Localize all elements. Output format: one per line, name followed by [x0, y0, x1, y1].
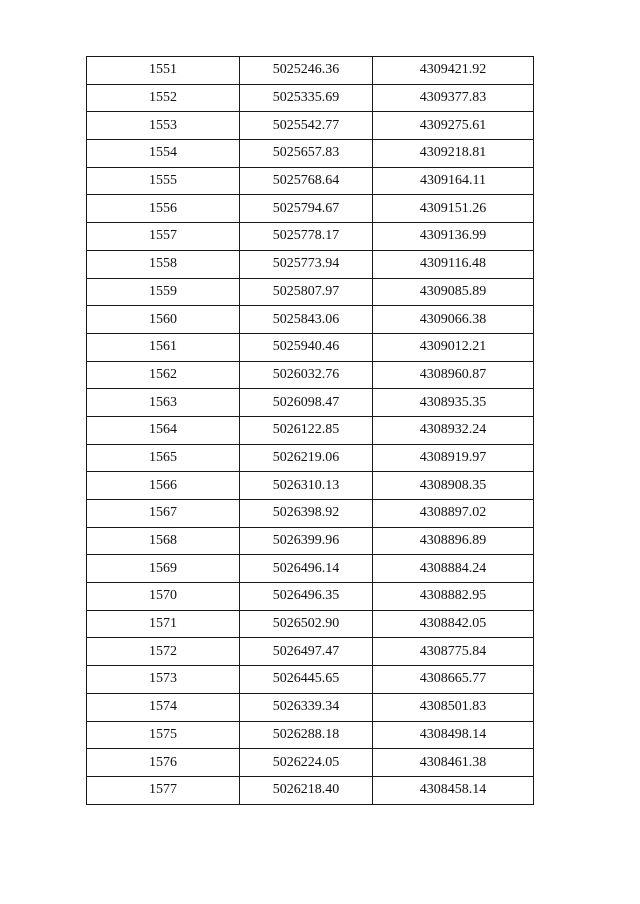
- table-row: [87, 555, 534, 583]
- y-coordinate-cell: 4308461.38: [373, 749, 534, 777]
- y-coordinate-cell: 4308665.77: [373, 666, 534, 694]
- table-row: [87, 776, 534, 804]
- point-number-cell: 1552: [87, 84, 240, 112]
- table-row: [87, 278, 534, 306]
- table-row: [87, 223, 534, 251]
- point-number-cell: 1561: [87, 333, 240, 361]
- table-row: [87, 693, 534, 721]
- x-coordinate-cell: 5026339.34: [240, 693, 373, 721]
- table-row: [87, 638, 534, 666]
- y-coordinate-cell: 4309085.89: [373, 278, 534, 306]
- y-coordinate-cell: 4308935.35: [373, 389, 534, 417]
- table-row: [87, 500, 534, 528]
- table-row: [87, 140, 534, 168]
- x-coordinate-cell: 5026122.85: [240, 416, 373, 444]
- table-row: [87, 444, 534, 472]
- x-coordinate-cell: 5026032.76: [240, 361, 373, 389]
- point-number-cell: 1571: [87, 610, 240, 638]
- point-number-cell: 1562: [87, 361, 240, 389]
- table-row: [87, 84, 534, 112]
- x-coordinate-cell: 5025778.17: [240, 223, 373, 251]
- table-row: [87, 57, 534, 85]
- y-coordinate-cell: 4309218.81: [373, 140, 534, 168]
- x-coordinate-cell: 5026288.18: [240, 721, 373, 749]
- y-coordinate-cell: 4309136.99: [373, 223, 534, 251]
- y-coordinate-cell: 4309066.38: [373, 306, 534, 334]
- table-row: [87, 749, 534, 777]
- x-coordinate-cell: 5026219.06: [240, 444, 373, 472]
- point-number-cell: 1573: [87, 666, 240, 694]
- y-coordinate-cell: 4308884.24: [373, 555, 534, 583]
- x-coordinate-cell: 5026098.47: [240, 389, 373, 417]
- x-coordinate-cell: 5025768.64: [240, 167, 373, 195]
- y-coordinate-cell: 4309012.21: [373, 333, 534, 361]
- point-number-cell: 1565: [87, 444, 240, 472]
- y-coordinate-cell: 4309377.83: [373, 84, 534, 112]
- point-number-cell: 1576: [87, 749, 240, 777]
- y-coordinate-cell: 4308897.02: [373, 500, 534, 528]
- x-coordinate-cell: 5025843.06: [240, 306, 373, 334]
- table-row: [87, 306, 534, 334]
- x-coordinate-cell: 5025335.69: [240, 84, 373, 112]
- table-row: [87, 361, 534, 389]
- x-coordinate-cell: 5025246.36: [240, 57, 373, 85]
- table-row: [87, 250, 534, 278]
- y-coordinate-cell: 4309151.26: [373, 195, 534, 223]
- x-coordinate-cell: 5026496.35: [240, 583, 373, 611]
- table-row: [87, 333, 534, 361]
- table-row: [87, 112, 534, 140]
- point-number-cell: 1558: [87, 250, 240, 278]
- y-coordinate-cell: 4308932.24: [373, 416, 534, 444]
- x-coordinate-cell: 5026502.90: [240, 610, 373, 638]
- table-row: [87, 195, 534, 223]
- point-number-cell: 1566: [87, 472, 240, 500]
- y-coordinate-cell: 4308498.14: [373, 721, 534, 749]
- table-row: [87, 583, 534, 611]
- table-row: [87, 666, 534, 694]
- x-coordinate-cell: 5026497.47: [240, 638, 373, 666]
- point-number-cell: 1574: [87, 693, 240, 721]
- y-coordinate-cell: 4308775.84: [373, 638, 534, 666]
- x-coordinate-cell: 5026224.05: [240, 749, 373, 777]
- point-number-cell: 1553: [87, 112, 240, 140]
- point-number-cell: 1555: [87, 167, 240, 195]
- x-coordinate-cell: 5026445.65: [240, 666, 373, 694]
- y-coordinate-cell: 4309164.11: [373, 167, 534, 195]
- table-row: [87, 721, 534, 749]
- point-number-cell: 1567: [87, 500, 240, 528]
- table-row: [87, 416, 534, 444]
- point-number-cell: 1569: [87, 555, 240, 583]
- x-coordinate-cell: 5026398.92: [240, 500, 373, 528]
- x-coordinate-cell: 5025773.94: [240, 250, 373, 278]
- y-coordinate-cell: 4308842.05: [373, 610, 534, 638]
- point-number-cell: 1572: [87, 638, 240, 666]
- x-coordinate-cell: 5026496.14: [240, 555, 373, 583]
- point-number-cell: 1557: [87, 223, 240, 251]
- table-row: [87, 389, 534, 417]
- x-coordinate-cell: 5025940.46: [240, 333, 373, 361]
- point-number-cell: 1568: [87, 527, 240, 555]
- point-number-cell: 1559: [87, 278, 240, 306]
- point-number-cell: 1563: [87, 389, 240, 417]
- x-coordinate-cell: 5026218.40: [240, 776, 373, 804]
- y-coordinate-cell: 4309421.92: [373, 57, 534, 85]
- point-number-cell: 1556: [87, 195, 240, 223]
- x-coordinate-cell: 5026310.13: [240, 472, 373, 500]
- x-coordinate-cell: 5025807.97: [240, 278, 373, 306]
- point-number-cell: 1554: [87, 140, 240, 168]
- point-number-cell: 1551: [87, 57, 240, 85]
- y-coordinate-cell: 4308896.89: [373, 527, 534, 555]
- table-row: [87, 610, 534, 638]
- y-coordinate-cell: 4308458.14: [373, 776, 534, 804]
- table-row: [87, 167, 534, 195]
- point-number-cell: 1575: [87, 721, 240, 749]
- y-coordinate-cell: 4308882.95: [373, 583, 534, 611]
- table-row: [87, 472, 534, 500]
- coordinates-table-body: [87, 57, 534, 805]
- y-coordinate-cell: 4309116.48: [373, 250, 534, 278]
- y-coordinate-cell: 4309275.61: [373, 112, 534, 140]
- x-coordinate-cell: 5026399.96: [240, 527, 373, 555]
- point-number-cell: 1564: [87, 416, 240, 444]
- coordinates-table: [86, 56, 534, 805]
- point-number-cell: 1577: [87, 776, 240, 804]
- x-coordinate-cell: 5025657.83: [240, 140, 373, 168]
- point-number-cell: 1560: [87, 306, 240, 334]
- y-coordinate-cell: 4308908.35: [373, 472, 534, 500]
- point-number-cell: 1570: [87, 583, 240, 611]
- x-coordinate-cell: 5025542.77: [240, 112, 373, 140]
- x-coordinate-cell: 5025794.67: [240, 195, 373, 223]
- y-coordinate-cell: 4308960.87: [373, 361, 534, 389]
- y-coordinate-cell: 4308919.97: [373, 444, 534, 472]
- y-coordinate-cell: 4308501.83: [373, 693, 534, 721]
- table-row: [87, 527, 534, 555]
